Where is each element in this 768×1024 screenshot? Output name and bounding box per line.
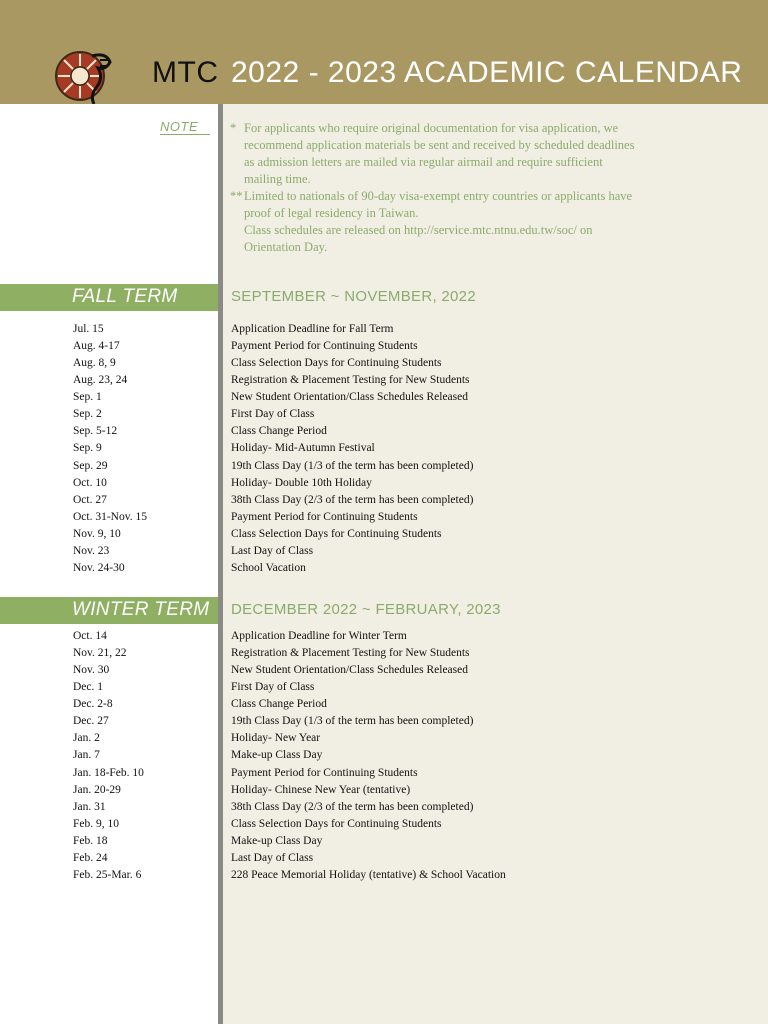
calendar-row-event: 38th Class Day (2/3 of the term has been completed) — [231, 493, 474, 506]
note-line — [230, 154, 603, 171]
header-bar — [0, 0, 768, 104]
calendar-row-event: Application Deadline for Fall Term — [231, 323, 394, 335]
calendar-row-event: Make-up Class Day — [231, 834, 323, 847]
note-text: recommend application materials be sent and received by scheduled deadlines — [244, 138, 635, 152]
calendar-row-date: Oct. 27 — [73, 493, 107, 506]
calendar-row-date: Sep. 2 — [73, 408, 102, 421]
calendar-row-date: Jan. 2 — [73, 732, 100, 745]
calendar-row-date: Jul. 15 — [73, 323, 104, 335]
calendar-row-date: Sep. 29 — [73, 459, 108, 472]
calendar-row-event: Holiday- New Year — [231, 732, 321, 745]
note-text: Orientation Day. — [244, 240, 328, 254]
calendar-row-date: Jan. 31 — [73, 800, 106, 813]
calendar-row-date: Jan. 18-Feb. 10 — [73, 766, 144, 779]
calendar-row-date: Sep. 1 — [73, 391, 102, 404]
note-text: proof of legal residency in Taiwan. — [244, 206, 419, 220]
calendar-row-date: Nov. 21, 22 — [73, 647, 127, 660]
calendar-row-date: Dec. 1 — [73, 681, 104, 694]
calendar-row-event: First Day of Class — [231, 681, 315, 694]
column-divider — [218, 104, 223, 1024]
note-marker: * — [230, 121, 237, 135]
calendar-row-event: Last Day of Class — [231, 851, 314, 864]
calendar-row-event: First Day of Class — [231, 408, 315, 421]
note-text: mailing time. — [244, 172, 311, 186]
calendar-row-event: Class Selection Days for Continuing Students — [231, 357, 442, 370]
calendar-row-event: Last Day of Class — [231, 544, 314, 557]
org-name: MTC — [152, 56, 219, 89]
calendar-row-event: Registration & Placement Testing for New Students — [231, 374, 470, 387]
calendar-row-date: Jan. 20-29 — [73, 783, 121, 796]
term-date-range: SEPTEMBER ~ NOVEMBER, 2022 — [231, 288, 476, 305]
calendar-row-event: Payment Period for Continuing Students — [231, 766, 418, 779]
calendar-row-event: Holiday- Double 10th Holiday — [231, 476, 372, 489]
term-name: FALL TERM — [72, 286, 178, 307]
calendar-row-event: New Student Orientation/Class Schedules Released — [231, 391, 468, 404]
term-name: WINTER TERM — [72, 599, 210, 620]
calendar-row-event: 19th Class Day (1/3 of the term has been completed) — [231, 715, 474, 728]
calendar-row-date: Nov. 24-30 — [73, 561, 125, 574]
note-line — [230, 239, 327, 256]
calendar-row-event: Class Selection Days for Continuing Students — [231, 817, 442, 830]
note-underline — [160, 134, 210, 135]
calendar-row-event: Class Selection Days for Continuing Students — [231, 527, 442, 540]
calendar-row-event: Payment Period for Continuing Students — [231, 340, 418, 353]
note-line — [230, 222, 593, 239]
calendar-row-event: Class Change Period — [231, 425, 327, 438]
calendar-row-date: Feb. 25-Mar. 6 — [73, 868, 142, 881]
calendar-row-event: 228 Peace Memorial Holiday (tentative) & School Vacation — [231, 868, 506, 881]
note-text: Class schedules are released on http://service.mtc.ntnu.edu.tw/soc/ on — [244, 223, 593, 237]
calendar-row-date: Aug. 4-17 — [73, 340, 120, 353]
calendar-row-date: Oct. 14 — [73, 630, 107, 642]
calendar-row-event: Application Deadline for Winter Term — [231, 630, 407, 642]
calendar-row-date: Nov. 23 — [73, 544, 110, 557]
calendar-row-date: Aug. 8, 9 — [73, 357, 116, 370]
calendar-row-date: Feb. 9, 10 — [73, 817, 119, 830]
note-line — [230, 120, 618, 137]
note-line — [230, 137, 634, 154]
note-line — [230, 188, 632, 205]
calendar-row-date: Oct. 31-Nov. 15 — [73, 510, 147, 523]
note-label: NOTE — [160, 119, 199, 134]
mtc-emblem-icon — [52, 46, 118, 106]
calendar-row-date: Feb. 24 — [73, 851, 108, 864]
calendar-row-event: School Vacation — [231, 561, 306, 574]
calendar-row-event: Holiday- Mid-Autumn Festival — [231, 442, 375, 455]
note-line — [230, 205, 419, 222]
calendar-row-event: Holiday- Chinese New Year (tentative) — [231, 783, 411, 796]
calendar-row-date: Feb. 18 — [73, 834, 108, 847]
term-date-range: DECEMBER 2022 ~ FEBRUARY, 2023 — [231, 601, 501, 618]
calendar-row-event: 19th Class Day (1/3 of the term has been completed) — [231, 459, 474, 472]
calendar-row-event: Registration & Placement Testing for New Students — [231, 647, 470, 660]
calendar-row-event: Make-up Class Day — [231, 749, 323, 762]
calendar-row-date: Sep. 9 — [73, 442, 102, 455]
calendar-row-date: Sep. 5-12 — [73, 425, 118, 438]
note-line — [230, 171, 311, 188]
calendar-row-event: Class Change Period — [231, 698, 327, 711]
calendar-row-date: Dec. 27 — [73, 715, 109, 728]
calendar-row-date: Aug. 23, 24 — [73, 374, 128, 387]
calendar-row-event: Payment Period for Continuing Students — [231, 510, 418, 523]
calendar-row-date: Jan. 7 — [73, 749, 100, 762]
calendar-row-date: Nov. 9, 10 — [73, 527, 121, 540]
calendar-row-date: Nov. 30 — [73, 664, 110, 677]
note-text: For applicants who require original documentation for visa application, we — [244, 121, 619, 135]
page-title: 2022 - 2023 ACADEMIC CALENDAR — [231, 56, 743, 89]
note-text: as admission letters are mailed via regular airmail and require sufficient — [244, 155, 603, 169]
calendar-row-event: 38th Class Day (2/3 of the term has been completed) — [231, 800, 474, 813]
note-text: Limited to nationals of 90-day visa-exempt entry countries or applicants have — [244, 189, 633, 203]
calendar-row-date: Dec. 2-8 — [73, 698, 113, 711]
note-marker: ** — [230, 189, 243, 203]
calendar-row-event: New Student Orientation/Class Schedules Released — [231, 664, 468, 677]
calendar-row-date: Oct. 10 — [73, 476, 107, 489]
